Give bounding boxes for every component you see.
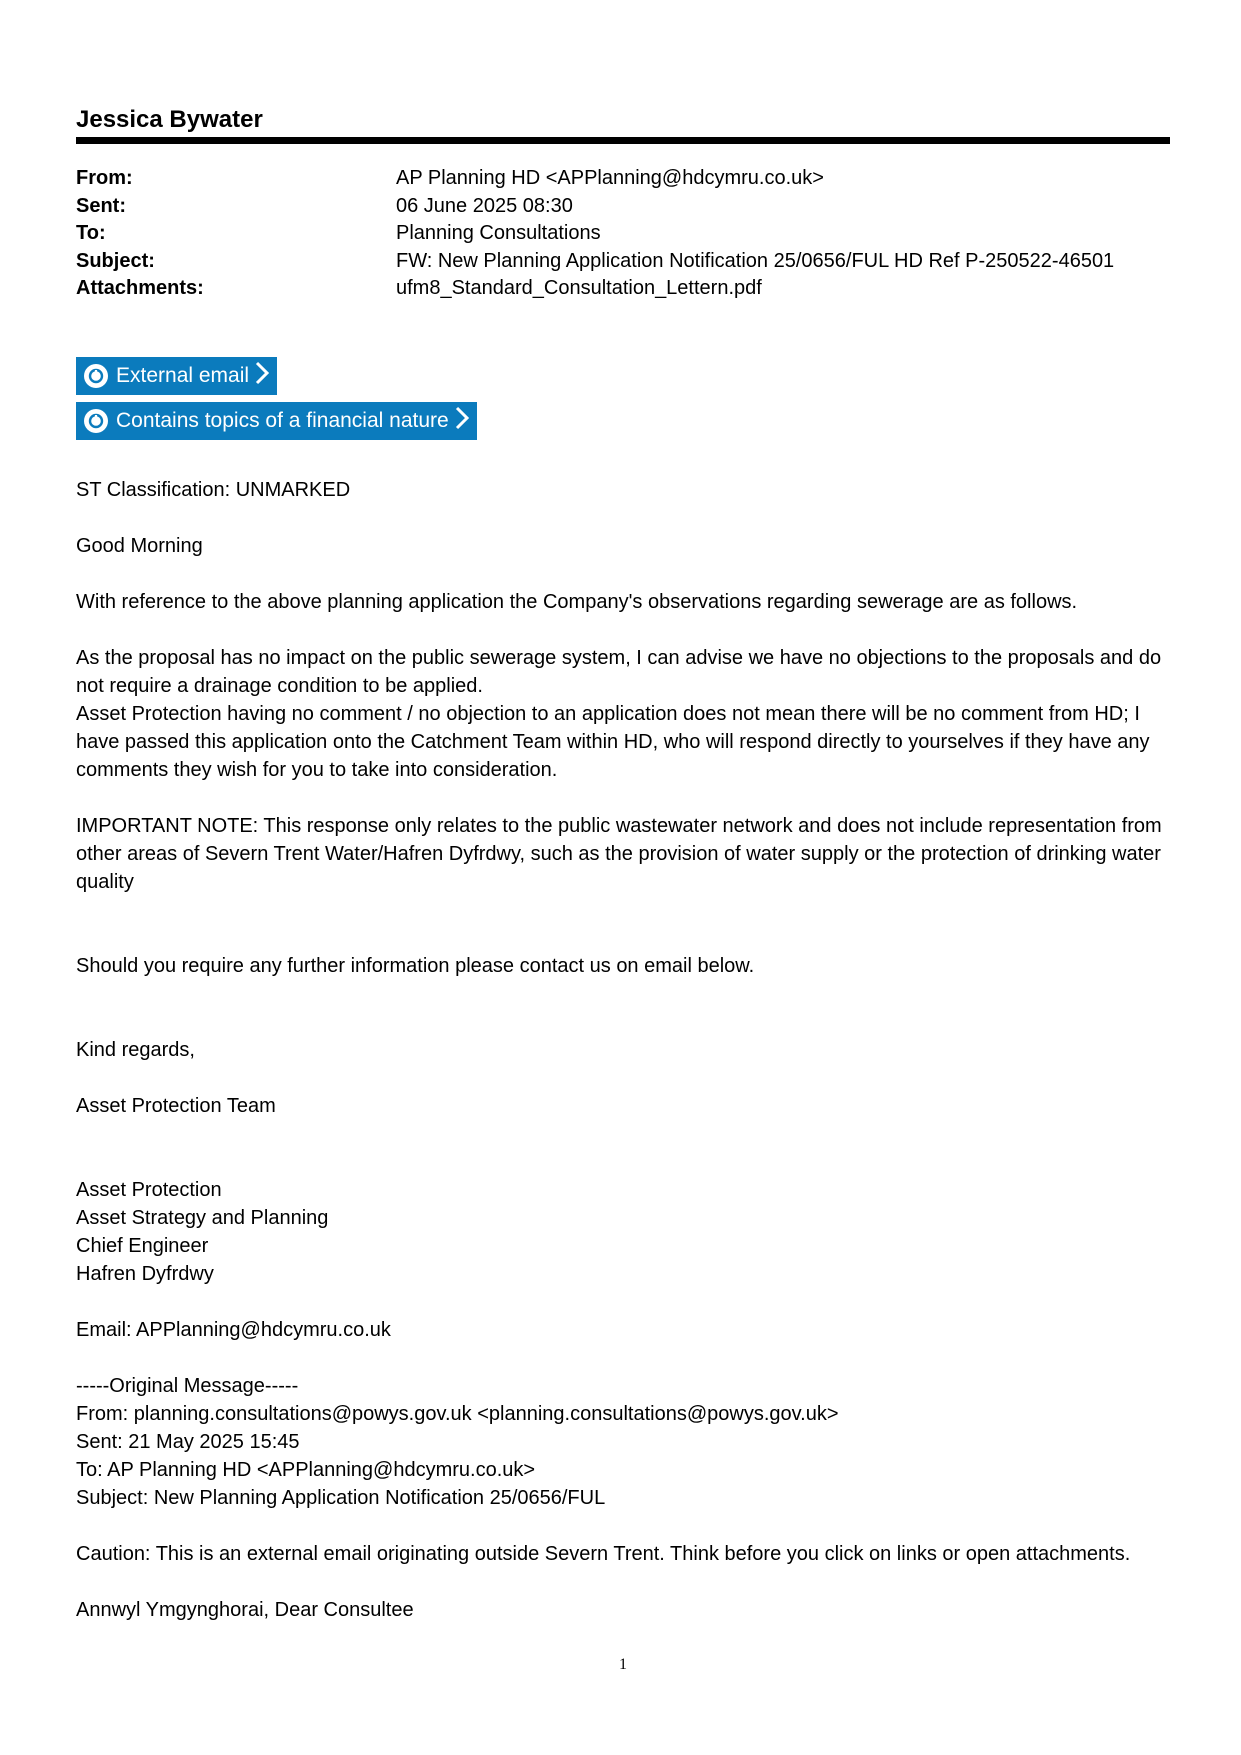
chevron-right-icon (255, 361, 269, 391)
signature-line: Chief Engineer (76, 1235, 209, 1257)
team-name: Asset Protection Team (76, 1095, 276, 1117)
paragraph: Asset Protection having no comment / no objection to an application does not mean there will be no comment from HD; I have passed this application onto the Catchment Team within HD, who will respond directly to yourselves if they have any comments they wish for you to take into consideration. (76, 703, 1150, 781)
attachment-link[interactable]: ufm8_Standard_Consultation_Lettern.pdf (396, 277, 762, 299)
paragraph: With reference to the above planning application the Company's observations regarding sewerage are as follows. (76, 591, 1078, 613)
signature-line: Asset Strategy and Planning (76, 1207, 329, 1229)
alert-icon (84, 409, 108, 433)
financial-topic-tag[interactable] (76, 402, 477, 440)
header-rule (76, 137, 1170, 144)
header-label: Sent: (76, 194, 126, 217)
header-label: From: (76, 167, 133, 189)
header-value: AP Planning HD <APPlanning@hdcymru.co.uk> (396, 167, 824, 189)
original-from: From: planning.consultations@powys.gov.uk <planning.consultations@powys.gov.uk> (76, 1403, 839, 1425)
chevron-right-icon (455, 406, 469, 436)
header-value: FW: New Planning Application Notification 25/0656/FUL HD Ref P-250522-46501 (396, 249, 1115, 272)
page-number: 1 (619, 1656, 627, 1673)
header-value: 06 June 2025 08:30 (396, 194, 573, 217)
tag-label: External email (116, 364, 250, 387)
alert-icon (84, 364, 108, 388)
greeting: Good Morning (76, 535, 203, 557)
original-message-marker: -----Original Message----- (76, 1375, 299, 1397)
original-to: To: AP Planning HD <APPlanning@hdcymru.co.uk> (76, 1459, 536, 1481)
closing: Kind regards, (76, 1039, 195, 1061)
external-email-tag[interactable] (76, 357, 277, 395)
paragraph: Should you require any further information please contact us on email below. (76, 955, 755, 977)
header-label: To: (76, 222, 106, 244)
classification-line: ST Classification: UNMARKED (76, 479, 351, 501)
signature-line: Hafren Dyfrdwy (76, 1263, 214, 1285)
tag-label: Contains topics of a financial nature (116, 409, 449, 432)
salutation: Annwyl Ymgynghorai, Dear Consultee (76, 1599, 414, 1621)
header-from-row (76, 165, 1170, 193)
paragraph: As the proposal has no impact on the public sewerage system, I can advise we have no objections to the proposals and do not require a drainage condition to be applied. (76, 647, 1162, 697)
header-label: Attachments: (76, 277, 204, 299)
original-subject: Subject: New Planning Application Notification 25/0656/FUL (76, 1487, 606, 1509)
contact-email: Email: APPlanning@hdcymru.co.uk (76, 1319, 391, 1341)
header-value: Planning Consultations (396, 222, 601, 244)
email-header (76, 165, 1170, 303)
header-sent-row (76, 193, 1170, 221)
header-to-row (76, 220, 1170, 248)
mailbox-owner-name: Jessica Bywater (76, 106, 263, 133)
important-note: IMPORTANT NOTE: This response only relates to the public wastewater network and does not include representation from other areas of Severn Trent Water/Hafren Dyfrdwy, such as the provision of water supply or the protection of drinking water quality (76, 815, 1162, 893)
header-attachments-row (76, 275, 1170, 303)
original-sent: Sent: 21 May 2025 15:45 (76, 1431, 300, 1453)
header-subject-row (76, 248, 1170, 276)
email-body (76, 476, 1170, 1624)
header-label: Subject: (76, 249, 155, 272)
signature-line: Asset Protection (76, 1179, 222, 1201)
caution-notice: Caution: This is an external email originating outside Severn Trent. Think before you click on links or open attachments. (76, 1543, 1131, 1565)
